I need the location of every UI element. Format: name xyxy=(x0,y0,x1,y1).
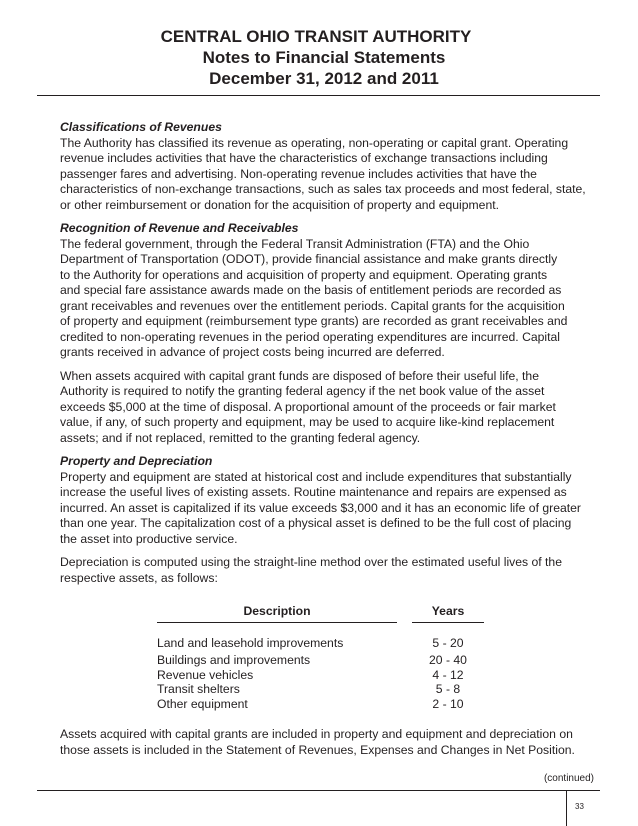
column-header-years: Years xyxy=(431,604,465,618)
column-header-description: Description xyxy=(243,604,311,618)
paragraph-line: passenger fares and advertising. Non-operating revenue includes activities that have the xyxy=(60,166,537,181)
paragraph-line: credited to non-operating revenues in the period operating expenditures are incurred. Capital xyxy=(60,329,561,344)
paragraph-line: assets; and if not replaced, remitted to the granting federal agency. xyxy=(60,430,421,445)
footer-rule xyxy=(37,790,600,791)
paragraph-line: exceeds $5,000 at the time of disposal. A proportional amount of the proceeds or fair market xyxy=(60,399,556,414)
description-header-rule xyxy=(157,622,397,623)
header-rule xyxy=(37,95,600,96)
paragraph-line: and special fare assistance awards made on the basis of entitlement periods are recorded as xyxy=(60,283,562,297)
statement-date: December 31, 2012 and 2011 xyxy=(209,69,439,88)
asset-description: Land and leasehold improvements xyxy=(157,636,344,650)
asset-description: Buildings and improvements xyxy=(157,653,311,667)
section-title-classifications: Classifications of Revenues xyxy=(60,120,222,134)
paragraph-line: grants received in advance of project costs being incurred are deferred. xyxy=(60,345,445,359)
paragraph-line: than one year. The capitalization cost of a physical asset is defined to be the full cost of placing xyxy=(60,516,572,530)
page-number: 33 xyxy=(575,802,584,811)
paragraph-line: revenue includes activities that have the characteristics of exchange transactions including xyxy=(60,151,548,165)
paragraph-line: to the Authority for operations and acquisition of property and equipment. Operating grants xyxy=(60,267,548,282)
section-title-recognition: Recognition of Revenue and Receivables xyxy=(60,221,299,235)
paragraph-line: The Authority has classified its revenue as operating, non-operating or capital grant. Operating xyxy=(60,135,569,150)
notes-body xyxy=(60,120,620,586)
paragraph-line: Authority is required to notify the granting federal agency if the net book value of the asset xyxy=(60,384,545,398)
useful-life-years: 2 - 10 xyxy=(432,696,464,711)
useful-life-years: 20 - 40 xyxy=(429,653,467,667)
paragraph-line: of property and equipment (reimbursement type grants) are recorded as grant receivables and xyxy=(60,314,568,328)
paragraph-line: The federal government, through the Federal Transit Administration (FTA) and the Ohio xyxy=(60,236,530,251)
paragraph-line: Property and equipment are stated at historical cost and include expenditures that substantially xyxy=(60,469,572,484)
paragraph-line: the asset into productive service. xyxy=(60,531,238,546)
asset-description: Other equipment xyxy=(157,696,248,711)
document-title: Notes to Financial Statements xyxy=(202,48,446,67)
organization-name: CENTRAL OHIO TRANSIT AUTHORITY xyxy=(160,27,472,46)
paragraph-line: grant receivables and revenues over the entitlement periods. Capital grants for the acquisition xyxy=(60,298,565,313)
paragraph-line: value, if any, of such property and equipment, may be used to acquire like-kind replacement xyxy=(60,415,555,429)
footer-divider xyxy=(566,790,567,826)
paragraph-line: respective assets, as follows: xyxy=(60,570,218,585)
paragraph-line: Depreciation is computed using the straight-line method over the estimated useful lives of the xyxy=(60,555,562,569)
asset-description: Revenue vehicles xyxy=(157,667,254,682)
paragraph-line: those assets is included in the Statement of Revenues, Expenses and Changes in Net Position. xyxy=(60,742,575,757)
paragraph-line: characteristics of non-exchange transactions, such as sales tax proceeds and most federal, state, xyxy=(60,182,586,196)
paragraph-line: Department of Transportation (ODOT), provide financial assistance and make grants directly xyxy=(60,252,558,266)
paragraph-line: Assets acquired with capital grants are included in property and equipment and depreciation on xyxy=(60,727,573,741)
paragraph-line: When assets acquired with capital grant funds are disposed of before their useful life, the xyxy=(60,368,539,383)
years-header-rule xyxy=(412,622,484,623)
closing-paragraph xyxy=(60,727,620,758)
section-title-property: Property and Depreciation xyxy=(60,454,213,468)
useful-life-years: 5 - 20 xyxy=(432,636,464,650)
paragraph-line: increase the useful lives of existing assets. Routine maintenance and repairs are expensed as xyxy=(60,485,567,499)
paragraph-line: or other reimbursement or donation for the acquisition of property and equipment. xyxy=(60,197,499,212)
useful-life-years: 4 - 12 xyxy=(432,667,464,682)
useful-life-years: 5 - 8 xyxy=(435,682,461,696)
asset-description: Transit shelters xyxy=(157,682,240,696)
paragraph-line: incurred. An asset is capitalized if its value exceeds $3,000 and it has an economic life of greater xyxy=(60,500,581,515)
continued-note: (continued) xyxy=(543,773,594,784)
